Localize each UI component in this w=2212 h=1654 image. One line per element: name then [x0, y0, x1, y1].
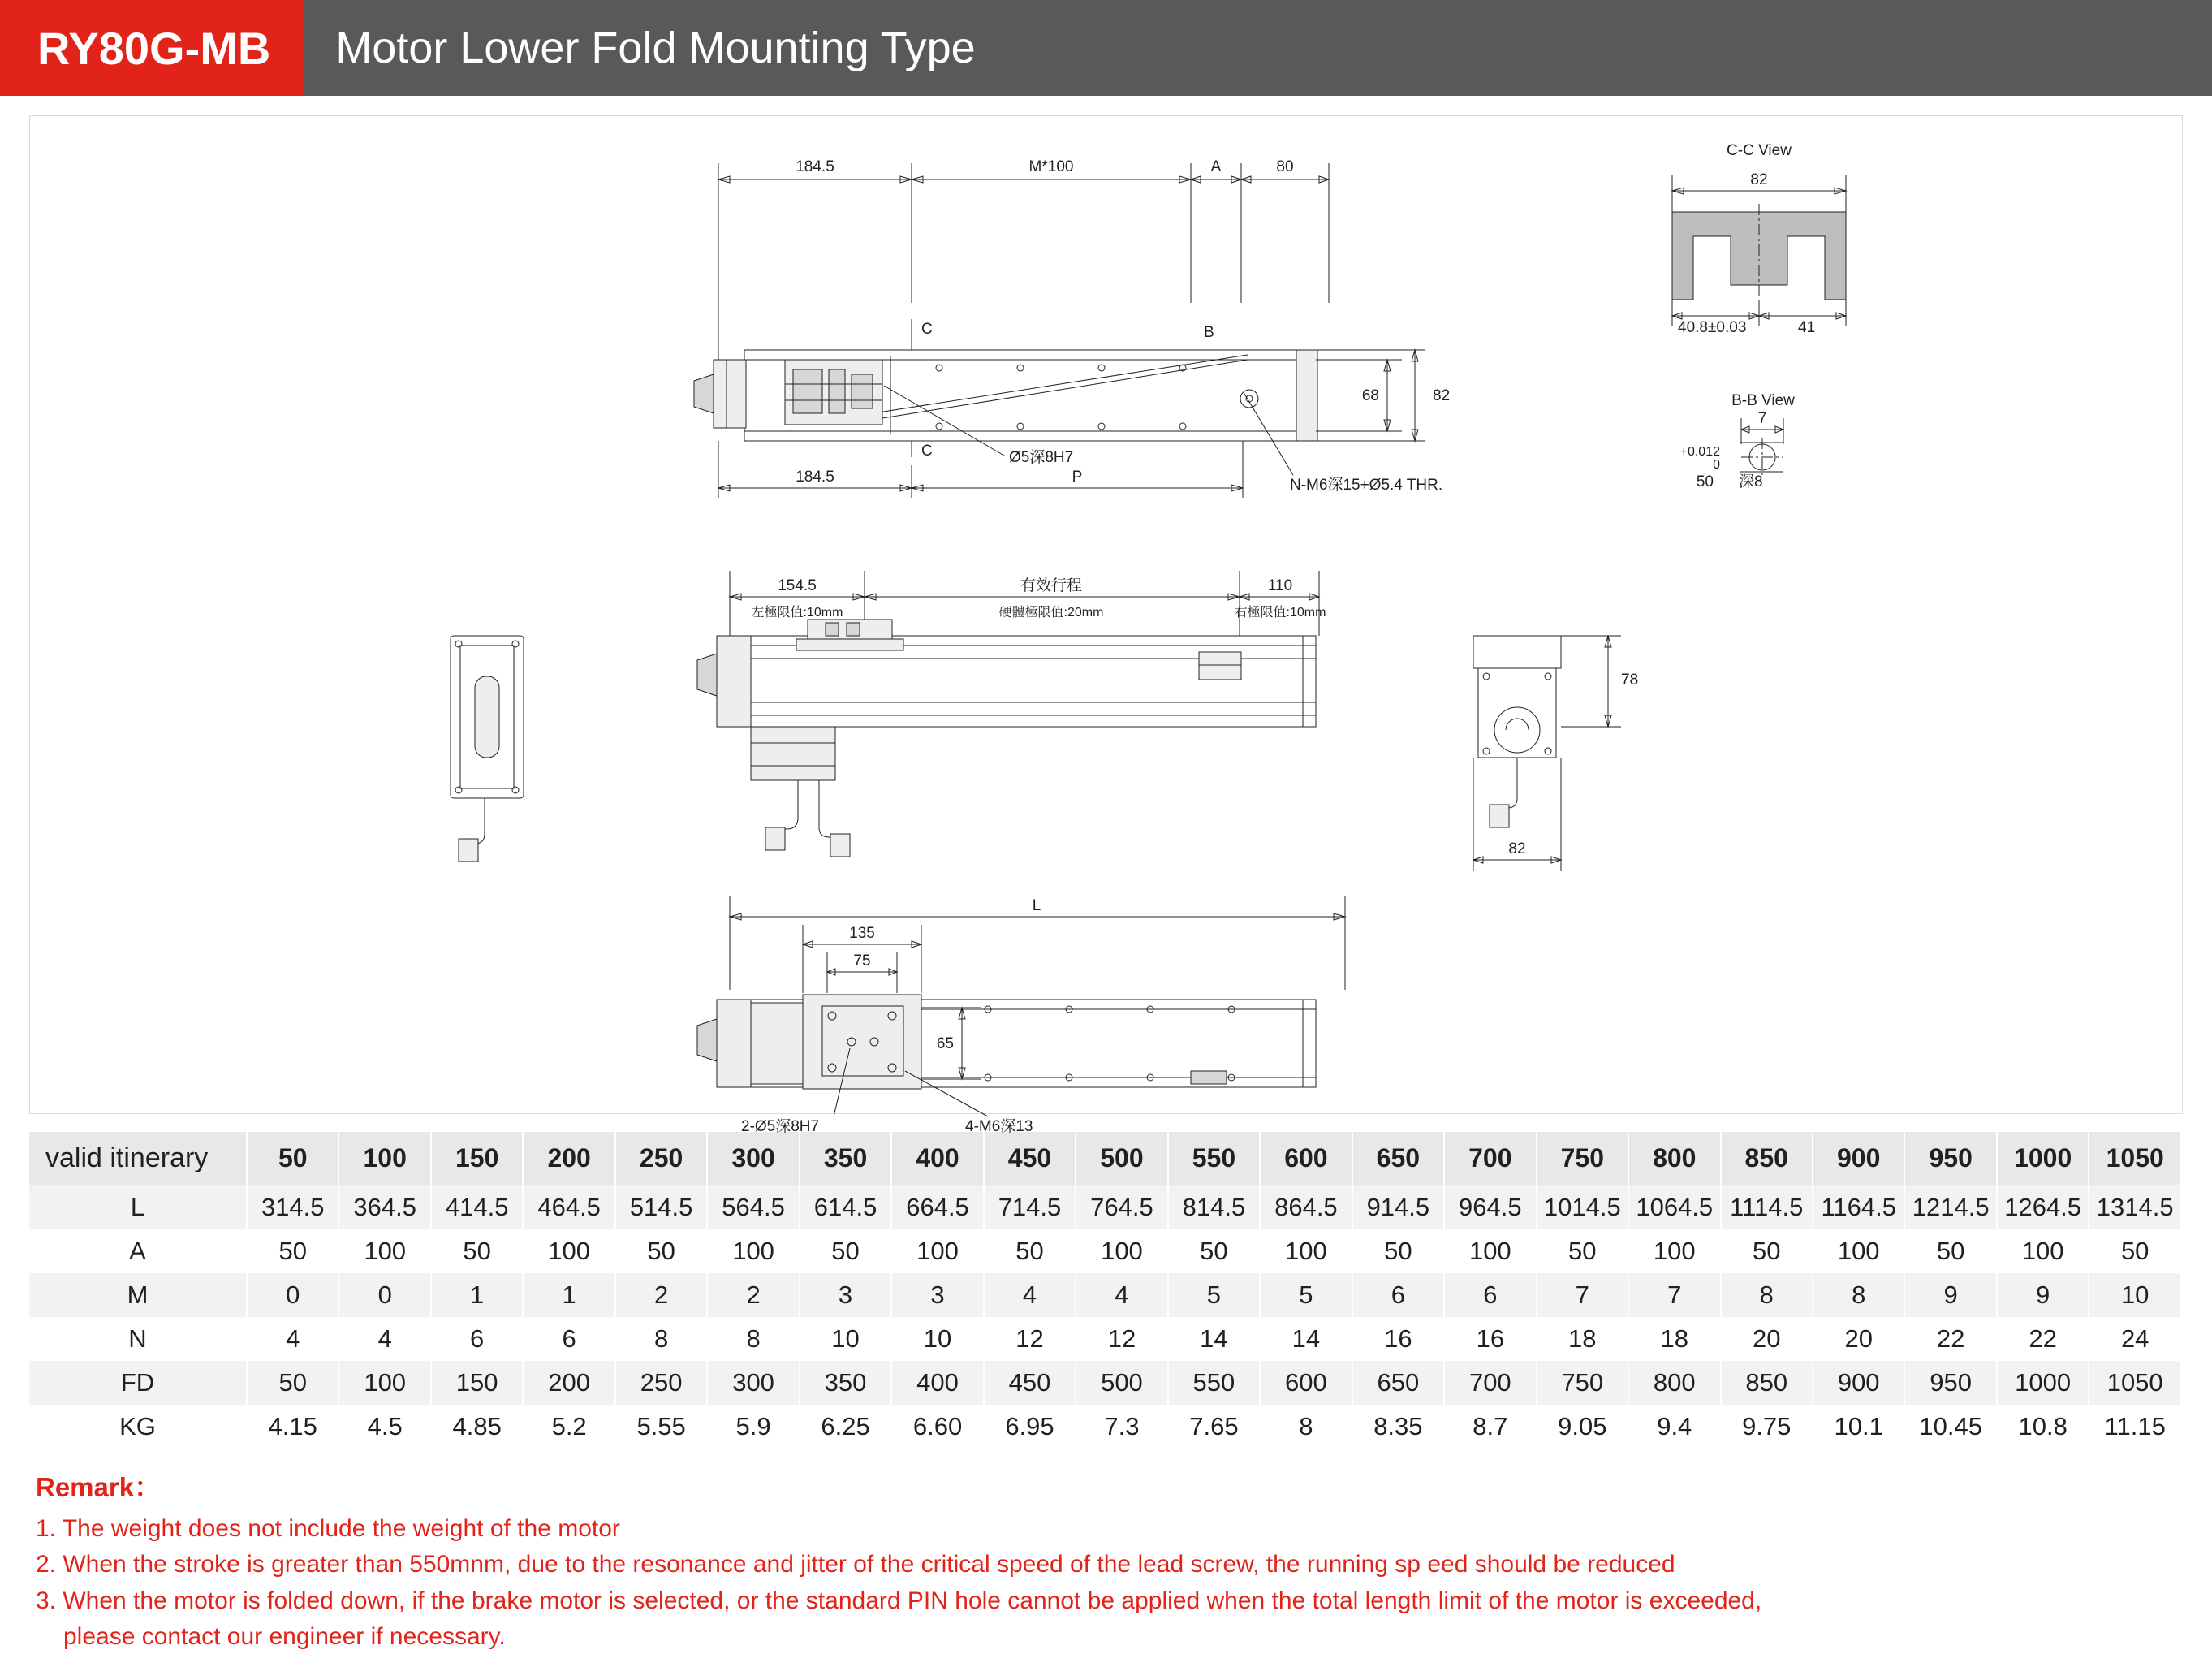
cell-a-6: 50 — [800, 1229, 891, 1273]
cell-m-14: 7 — [1537, 1273, 1628, 1317]
cell-fd-20: 1050 — [2089, 1361, 2181, 1405]
dim-l: L — [1032, 897, 1041, 914]
cell-n-16: 20 — [1721, 1317, 1813, 1361]
cell-m-20: 10 — [2089, 1273, 2181, 1317]
cell-n-20: 24 — [2089, 1317, 2181, 1361]
dim-154-5: 154.5 — [778, 577, 817, 594]
col-head-4: 250 — [615, 1132, 707, 1185]
cell-n-6: 10 — [800, 1317, 891, 1361]
remark-section — [36, 1470, 2183, 1654]
cell-m-7: 3 — [891, 1273, 983, 1317]
col-head-7: 400 — [891, 1132, 983, 1185]
col-head-6: 350 — [800, 1132, 891, 1185]
cell-kg-17: 10.1 — [1813, 1405, 1904, 1449]
cell-n-10: 14 — [1168, 1317, 1260, 1361]
cell-n-4: 8 — [615, 1317, 707, 1361]
cell-m-9: 4 — [1076, 1273, 1167, 1317]
col-head-9: 500 — [1076, 1132, 1167, 1185]
cell-m-1: 0 — [338, 1273, 430, 1317]
dim-110: 110 — [1267, 577, 1293, 594]
cell-fd-19: 1000 — [1997, 1361, 2089, 1405]
bottom-view — [697, 896, 1345, 1135]
top-view — [694, 158, 1450, 498]
cell-l-12: 914.5 — [1352, 1185, 1444, 1229]
row-label-kg: KG — [29, 1405, 247, 1449]
product-code-badge: RY80G-MB — [0, 0, 303, 96]
page-title: Motor Lower Fold Mounting Type — [335, 24, 976, 72]
cell-m-15: 7 — [1628, 1273, 1720, 1317]
cell-kg-12: 8.35 — [1352, 1405, 1444, 1449]
dim-184-5-top: 184.5 — [796, 158, 834, 175]
cell-l-4: 514.5 — [615, 1185, 707, 1229]
cell-m-0: 0 — [247, 1273, 338, 1317]
cell-kg-16: 9.75 — [1721, 1405, 1813, 1449]
row-label-l: L — [29, 1185, 247, 1229]
cell-l-19: 1264.5 — [1997, 1185, 2089, 1229]
cell-m-19: 9 — [1997, 1273, 2089, 1317]
cell-kg-15: 9.4 — [1628, 1405, 1720, 1449]
cell-l-6: 614.5 — [800, 1185, 891, 1229]
cell-l-20: 1314.5 — [2089, 1185, 2181, 1229]
cell-n-2: 6 — [431, 1317, 523, 1361]
dim-82-top: 82 — [1433, 387, 1451, 404]
note-left-limit: 左極限值:10mm — [751, 606, 843, 620]
cell-l-7: 664.5 — [891, 1185, 983, 1229]
cell-kg-1: 4.5 — [338, 1405, 430, 1449]
cell-kg-9: 7.3 — [1076, 1405, 1167, 1449]
cell-kg-18: 10.45 — [1904, 1405, 1996, 1449]
cell-kg-10: 7.65 — [1168, 1405, 1260, 1449]
dim-m100: M*100 — [1028, 158, 1074, 175]
dim-40-8: 40.8±0.03 — [1678, 319, 1747, 336]
bb-view — [1680, 392, 1796, 490]
cell-kg-14: 9.05 — [1537, 1405, 1628, 1449]
cell-fd-4: 250 — [615, 1361, 707, 1405]
cell-kg-6: 6.25 — [800, 1405, 891, 1449]
note-thread: N-M6深15+Ø5.4 THR. — [1290, 477, 1443, 494]
cell-a-17: 100 — [1813, 1229, 1904, 1273]
dim-80: 80 — [1276, 158, 1294, 175]
dim-68: 68 — [1361, 387, 1379, 404]
cell-a-11: 100 — [1260, 1229, 1352, 1273]
cell-n-1: 4 — [338, 1317, 430, 1361]
dim-41: 41 — [1798, 319, 1816, 336]
cell-fd-1: 100 — [338, 1361, 430, 1405]
cell-l-0: 314.5 — [247, 1185, 338, 1229]
dim-75: 75 — [853, 952, 871, 970]
cell-kg-20: 11.15 — [2089, 1405, 2181, 1449]
col-head-12: 650 — [1352, 1132, 1444, 1185]
cell-n-17: 20 — [1813, 1317, 1904, 1361]
cell-a-20: 50 — [2089, 1229, 2181, 1273]
cell-kg-11: 8 — [1260, 1405, 1352, 1449]
col-head-20: 1050 — [2089, 1132, 2181, 1185]
dim-78: 78 — [1621, 672, 1639, 689]
cell-fd-11: 600 — [1260, 1361, 1352, 1405]
remark-title: Remark： — [36, 1472, 162, 1502]
cell-kg-19: 10.8 — [1997, 1405, 2089, 1449]
cell-fd-10: 550 — [1168, 1361, 1260, 1405]
cell-fd-14: 750 — [1537, 1361, 1628, 1405]
cc-view-label: C-C View — [1727, 142, 1792, 159]
note-right-limit: 右極限值:10mm — [1234, 606, 1326, 620]
note-pin-hole: Ø5深8H7 — [1009, 449, 1074, 466]
table-row — [29, 1185, 2181, 1229]
note-2-pin: 2-Ø5深8H7 — [741, 1118, 820, 1135]
cell-l-17: 1164.5 — [1813, 1185, 1904, 1229]
cell-fd-9: 500 — [1076, 1361, 1167, 1405]
note-hard-limit: 硬體極限值:20mm — [998, 606, 1104, 620]
row-label-m: M — [29, 1273, 247, 1317]
cell-n-14: 18 — [1537, 1317, 1628, 1361]
cell-fd-8: 450 — [984, 1361, 1076, 1405]
row-label-fd: FD — [29, 1361, 247, 1405]
cell-a-19: 100 — [1997, 1229, 2089, 1273]
cell-fd-0: 50 — [247, 1361, 338, 1405]
cell-kg-3: 5.2 — [523, 1405, 614, 1449]
cell-n-13: 16 — [1444, 1317, 1536, 1361]
table-row — [29, 1361, 2181, 1405]
cell-kg-13: 8.7 — [1444, 1405, 1536, 1449]
cell-a-14: 50 — [1537, 1229, 1628, 1273]
col-head-17: 900 — [1813, 1132, 1904, 1185]
cell-m-12: 6 — [1352, 1273, 1444, 1317]
col-head-11: 600 — [1260, 1132, 1352, 1185]
spec-table — [29, 1132, 2182, 1449]
col-head-10: 550 — [1168, 1132, 1260, 1185]
cell-fd-16: 850 — [1721, 1361, 1813, 1405]
cell-a-16: 50 — [1721, 1229, 1813, 1273]
cell-n-18: 22 — [1904, 1317, 1996, 1361]
cell-l-13: 964.5 — [1444, 1185, 1536, 1229]
col-head-15: 800 — [1628, 1132, 1720, 1185]
col-head-2: 150 — [431, 1132, 523, 1185]
dim-184-5-bottom: 184.5 — [796, 469, 834, 486]
cell-a-13: 100 — [1444, 1229, 1536, 1273]
cell-kg-0: 4.15 — [247, 1405, 338, 1449]
remark-line-3: 3. When the motor is folded down, if the brake motor is selected, or the standard PIN hole cannot be applied when the total length limit of the motor is exceeded, — [36, 1587, 1762, 1614]
cell-n-8: 12 — [984, 1317, 1076, 1361]
col-head-3: 200 — [523, 1132, 614, 1185]
cc-view — [1672, 142, 1846, 336]
cell-fd-18: 950 — [1904, 1361, 1996, 1405]
middle-view — [697, 571, 1326, 857]
cell-l-10: 814.5 — [1168, 1185, 1260, 1229]
cell-m-13: 6 — [1444, 1273, 1536, 1317]
cell-l-11: 864.5 — [1260, 1185, 1352, 1229]
cell-n-9: 12 — [1076, 1317, 1167, 1361]
dim-bb-7: 7 — [1757, 410, 1767, 427]
cell-a-4: 50 — [615, 1229, 707, 1273]
right-end-view — [1473, 636, 1638, 871]
dim-a: A — [1210, 158, 1222, 175]
cell-l-8: 714.5 — [984, 1185, 1076, 1229]
cell-kg-4: 5.55 — [615, 1405, 707, 1449]
cell-l-2: 414.5 — [431, 1185, 523, 1229]
cell-fd-17: 900 — [1813, 1361, 1904, 1405]
cell-n-0: 4 — [247, 1317, 338, 1361]
cell-a-7: 100 — [891, 1229, 983, 1273]
cell-n-5: 8 — [707, 1317, 799, 1361]
section-mark-c-top: C — [921, 321, 933, 338]
note-4-m6: 4-M6深13 — [965, 1118, 1033, 1135]
table-row — [29, 1317, 2181, 1361]
table-row — [29, 1405, 2181, 1449]
cell-fd-15: 800 — [1628, 1361, 1720, 1405]
table-row — [29, 1229, 2181, 1273]
cell-m-8: 4 — [984, 1273, 1076, 1317]
cell-l-5: 564.5 — [707, 1185, 799, 1229]
cell-n-12: 16 — [1352, 1317, 1444, 1361]
cell-m-5: 2 — [707, 1273, 799, 1317]
bb-view-label: B-B View — [1731, 392, 1795, 409]
cell-l-18: 1214.5 — [1904, 1185, 1996, 1229]
col-head-13: 700 — [1444, 1132, 1536, 1185]
left-end-view — [451, 636, 524, 862]
cell-a-18: 50 — [1904, 1229, 1996, 1273]
remark-line-1: 1. The weight does not include the weight of the motor — [36, 1514, 620, 1542]
cell-a-9: 100 — [1076, 1229, 1167, 1273]
cell-l-15: 1064.5 — [1628, 1185, 1720, 1229]
col-head-5: 300 — [707, 1132, 799, 1185]
dim-bb-depth: 深8 — [1739, 473, 1763, 490]
remark-line-3-cont: please contact our engineer if necessary. — [63, 1623, 506, 1651]
cell-a-15: 100 — [1628, 1229, 1720, 1273]
table-header-row — [29, 1132, 2181, 1185]
cell-kg-7: 6.60 — [891, 1405, 983, 1449]
cell-m-11: 5 — [1260, 1273, 1352, 1317]
cell-l-9: 764.5 — [1076, 1185, 1167, 1229]
cell-m-17: 8 — [1813, 1273, 1904, 1317]
cell-a-12: 50 — [1352, 1229, 1444, 1273]
cell-l-3: 464.5 — [523, 1185, 614, 1229]
cell-kg-8: 6.95 — [984, 1405, 1076, 1449]
cell-n-11: 14 — [1260, 1317, 1352, 1361]
technical-drawing-panel — [29, 115, 2183, 1135]
col-head-14: 750 — [1537, 1132, 1628, 1185]
cell-m-3: 1 — [523, 1273, 614, 1317]
col-head-1: 100 — [338, 1132, 430, 1185]
dim-82-side: 82 — [1508, 840, 1526, 857]
cell-l-14: 1014.5 — [1537, 1185, 1628, 1229]
row-label-a: A — [29, 1229, 247, 1273]
cell-fd-7: 400 — [891, 1361, 983, 1405]
cell-a-8: 50 — [984, 1229, 1076, 1273]
cell-a-5: 100 — [707, 1229, 799, 1273]
col-head-16: 850 — [1721, 1132, 1813, 1185]
cell-a-0: 50 — [247, 1229, 338, 1273]
label-stroke: 有效行程 — [1020, 577, 1083, 594]
col-head-19: 1000 — [1997, 1132, 2089, 1185]
dim-p: P — [1072, 469, 1083, 486]
table-header-label: valid itinerary — [29, 1132, 247, 1185]
dim-65: 65 — [936, 1035, 954, 1052]
cell-n-15: 18 — [1628, 1317, 1720, 1361]
row-label-n: N — [29, 1317, 247, 1361]
cell-n-19: 22 — [1997, 1317, 2089, 1361]
table-row — [29, 1273, 2181, 1317]
cell-m-6: 3 — [800, 1273, 891, 1317]
cell-fd-12: 650 — [1352, 1361, 1444, 1405]
cell-m-4: 2 — [615, 1273, 707, 1317]
cell-l-16: 1114.5 — [1721, 1185, 1813, 1229]
cell-fd-5: 300 — [707, 1361, 799, 1405]
cell-a-10: 50 — [1168, 1229, 1260, 1273]
drawing-svg — [30, 116, 2182, 1135]
dim-bb-50: 50 — [1696, 473, 1714, 490]
cell-l-1: 364.5 — [338, 1185, 430, 1229]
page-header — [0, 0, 2212, 96]
cell-fd-2: 150 — [431, 1361, 523, 1405]
spec-table-wrap — [29, 1132, 2183, 1449]
cell-fd-3: 200 — [523, 1361, 614, 1405]
cell-fd-6: 350 — [800, 1361, 891, 1405]
cell-kg-5: 5.9 — [707, 1405, 799, 1449]
col-head-8: 450 — [984, 1132, 1076, 1185]
cell-n-7: 10 — [891, 1317, 983, 1361]
cell-a-3: 100 — [523, 1229, 614, 1273]
section-mark-b: B — [1204, 324, 1214, 341]
cell-m-10: 5 — [1168, 1273, 1260, 1317]
dim-tol-upper: +0.012 — [1679, 445, 1720, 459]
col-head-0: 50 — [247, 1132, 338, 1185]
remark-line-2: 2. When the stroke is greater than 550mnm, due to the resonance and jitter of the critical speed of the lead screw, the running sp eed should be reduced — [36, 1551, 1675, 1578]
cell-kg-2: 4.85 — [431, 1405, 523, 1449]
dim-tol-lower: 0 — [1713, 458, 1720, 472]
cell-a-2: 50 — [431, 1229, 523, 1273]
cell-a-1: 100 — [338, 1229, 430, 1273]
col-head-18: 950 — [1904, 1132, 1996, 1185]
cell-m-16: 8 — [1721, 1273, 1813, 1317]
section-mark-c-bottom: C — [921, 443, 933, 460]
cell-m-2: 1 — [431, 1273, 523, 1317]
dim-135: 135 — [849, 925, 875, 942]
cell-m-18: 9 — [1904, 1273, 1996, 1317]
cell-fd-13: 700 — [1444, 1361, 1536, 1405]
cell-n-3: 6 — [523, 1317, 614, 1361]
dim-cc-82: 82 — [1750, 171, 1768, 188]
